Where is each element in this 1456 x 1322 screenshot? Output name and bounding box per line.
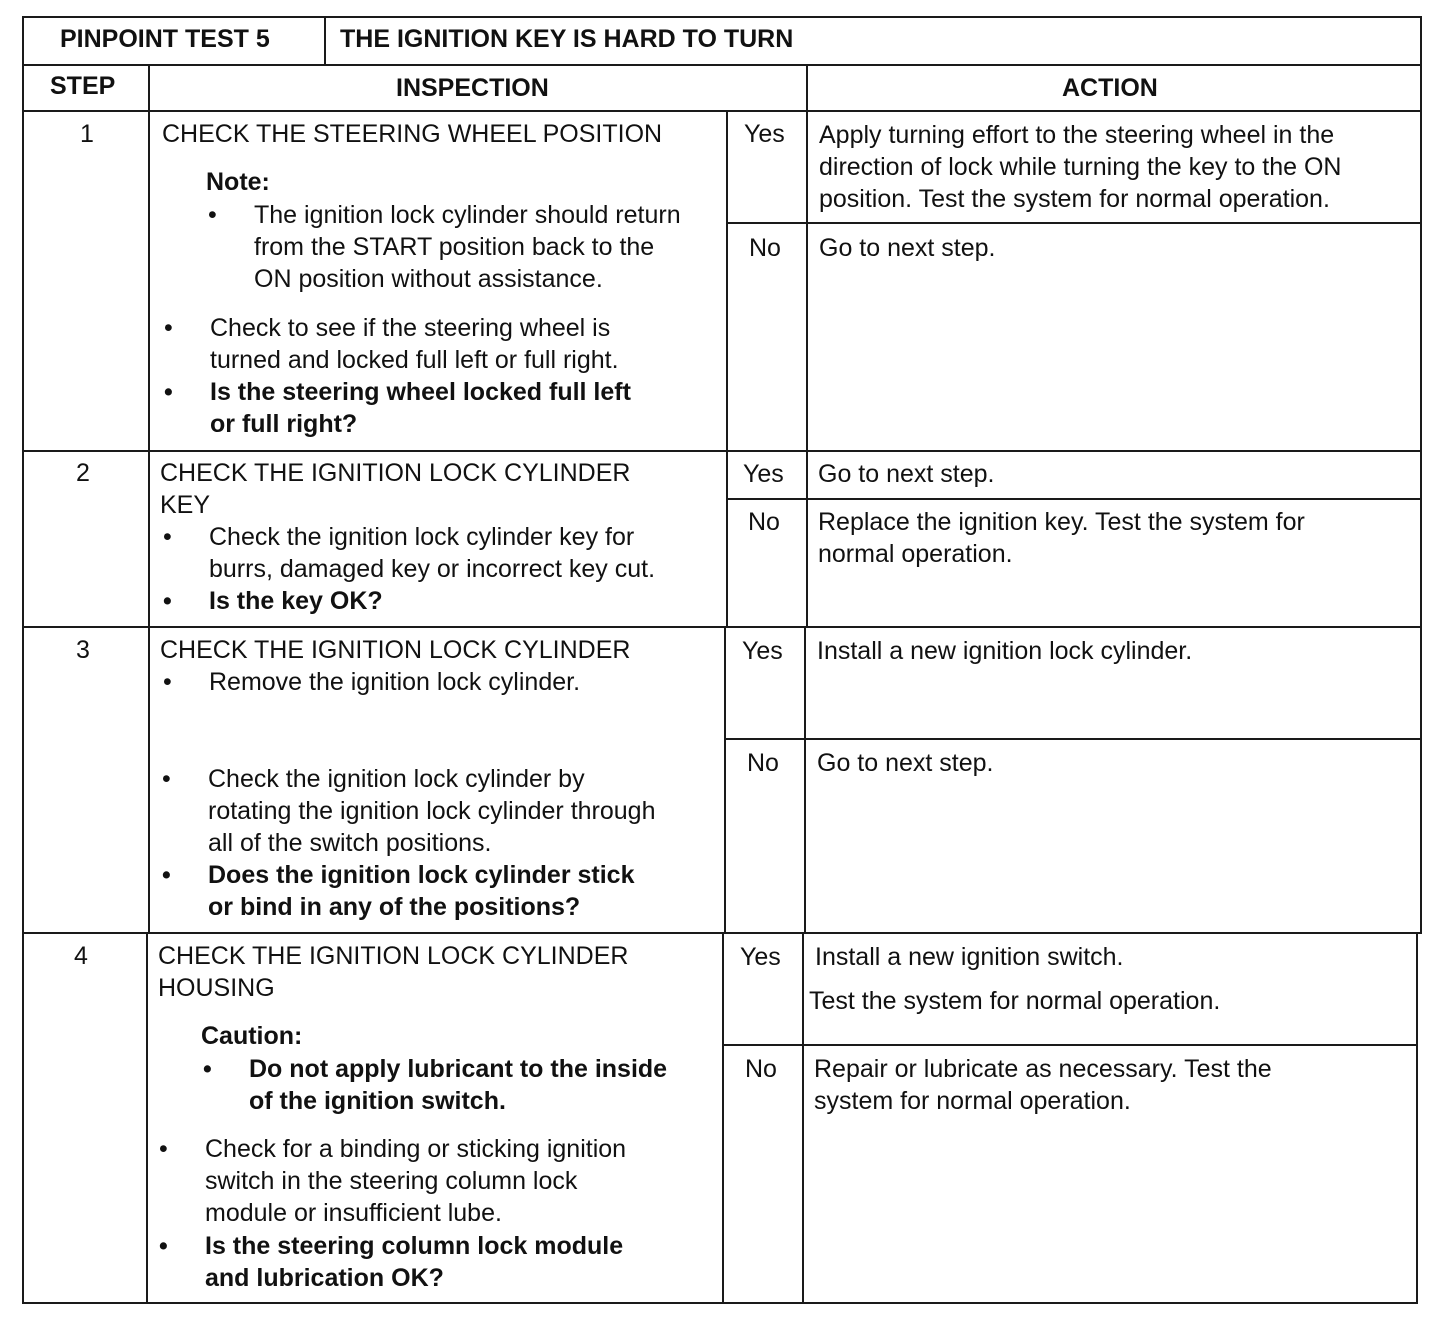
step-1-note-line-1: • The ignition lock cylinder should return bbox=[254, 199, 681, 231]
step-2-check-line-1: • Check the ignition lock cylinder key for bbox=[209, 521, 634, 553]
step-4-no-label: No bbox=[745, 1055, 777, 1083]
step-1-yes-action-line-3: position. Test the system for normal operation. bbox=[819, 185, 1330, 213]
step-column-header: STEP bbox=[50, 72, 116, 100]
step-1-question-line-2: or full right? bbox=[210, 410, 358, 438]
step-3-no-label: No bbox=[747, 749, 779, 777]
action-column-header: ACTION bbox=[1062, 74, 1158, 102]
step-1-no-label: No bbox=[749, 234, 781, 262]
step-2-no-action-line-2: normal operation. bbox=[818, 540, 1013, 568]
step-2-yes-action: Go to next step. bbox=[818, 460, 995, 488]
step-4-no-action-line-2: system for normal operation. bbox=[814, 1087, 1131, 1115]
step-4-check-line-3: module or insufficient lube. bbox=[205, 1199, 502, 1227]
step-1-yes-action-line-1: Apply turning effort to the steering wheel in the bbox=[819, 121, 1335, 149]
step-2-question: • Is the key OK? bbox=[209, 585, 383, 617]
step-3-number-cell bbox=[22, 626, 150, 934]
step-4-question-line-2: and lubrication OK? bbox=[205, 1264, 444, 1292]
step-3-check-line-3: all of the switch positions. bbox=[208, 829, 492, 857]
step-1-note-label: Note: bbox=[206, 168, 270, 196]
step-3-question-line-1: • Does the ignition lock cylinder stick bbox=[208, 859, 635, 891]
step-2-title-line-2: KEY bbox=[160, 491, 211, 519]
step-3-remove-line: • Remove the ignition lock cylinder. bbox=[209, 666, 580, 698]
step-2-no-action-line-1: Replace the ignition key. Test the system for bbox=[818, 508, 1305, 536]
step-4-no-action-line-1: Repair or lubricate as necessary. Test the bbox=[814, 1055, 1272, 1083]
step-2-yes-label: Yes bbox=[743, 460, 784, 488]
test-label: PINPOINT TEST 5 bbox=[60, 25, 270, 53]
step-4-title-line-1: CHECK THE IGNITION LOCK CYLINDER bbox=[158, 942, 629, 970]
step-4-yes-label: Yes bbox=[740, 943, 781, 971]
step-4-caution-line-1: • Do not apply lubricant to the inside bbox=[249, 1053, 667, 1085]
inspection-column-header: INSPECTION bbox=[396, 74, 549, 102]
step-1-yes-action-line-2: direction of lock while turning the key to the ON bbox=[819, 153, 1342, 181]
step-1-check-line-2: turned and locked full left or full right. bbox=[210, 346, 619, 374]
step-4-caution-label: Caution: bbox=[201, 1022, 303, 1050]
step-2-no-label: No bbox=[748, 508, 780, 536]
pinpoint-test-table bbox=[14, 14, 1422, 1306]
step-4-check-line-2: switch in the steering column lock bbox=[205, 1167, 578, 1195]
step-3-number: 3 bbox=[76, 636, 90, 664]
step-4-caution-line-2: of the ignition switch. bbox=[249, 1087, 506, 1115]
step-1-question-line-1: • Is the steering wheel locked full left bbox=[210, 376, 631, 408]
step-1-no-action: Go to next step. bbox=[819, 234, 996, 262]
test-title: THE IGNITION KEY IS HARD TO TURN bbox=[340, 25, 794, 53]
step-3-check-line-2: rotating the ignition lock cylinder through bbox=[208, 797, 656, 825]
step-1-number-cell bbox=[22, 110, 150, 452]
step-1-title: CHECK THE STEERING WHEEL POSITION bbox=[162, 120, 663, 148]
step-3-yes-label: Yes bbox=[742, 637, 783, 665]
step-1-check-line-1: • Check to see if the steering wheel is bbox=[210, 312, 610, 344]
step-4-number: 4 bbox=[74, 942, 88, 970]
step-1-note-line-2: from the START position back to the bbox=[254, 233, 655, 261]
step-1-number: 1 bbox=[80, 120, 94, 148]
step-4-title-line-2: HOUSING bbox=[158, 974, 275, 1002]
step-4-yes-action-line-1: Install a new ignition switch. bbox=[815, 943, 1124, 971]
step-4-question-line-1: • Is the steering column lock module bbox=[205, 1230, 623, 1262]
step-4-number-cell bbox=[22, 932, 148, 1304]
step-4-check-line-1: • Check for a binding or sticking ignition bbox=[205, 1133, 626, 1165]
step-2-number: 2 bbox=[76, 459, 90, 487]
step-1-note-line-3: ON position without assistance. bbox=[254, 265, 603, 293]
step-3-no-action: Go to next step. bbox=[817, 749, 994, 777]
step-3-question-line-2: or bind in any of the positions? bbox=[208, 893, 581, 921]
step-2-title-line-1: CHECK THE IGNITION LOCK CYLINDER bbox=[160, 459, 631, 487]
step-1-yes-label: Yes bbox=[744, 120, 785, 148]
step-3-title: CHECK THE IGNITION LOCK CYLINDER bbox=[160, 636, 631, 664]
step-2-check-line-2: burrs, damaged key or incorrect key cut. bbox=[209, 555, 656, 583]
step-4-yes-action-line-2: Test the system for normal operation. bbox=[809, 987, 1221, 1015]
step-3-check-line-1: • Check the ignition lock cylinder by bbox=[208, 763, 585, 795]
step-3-yes-action: Install a new ignition lock cylinder. bbox=[817, 637, 1193, 665]
